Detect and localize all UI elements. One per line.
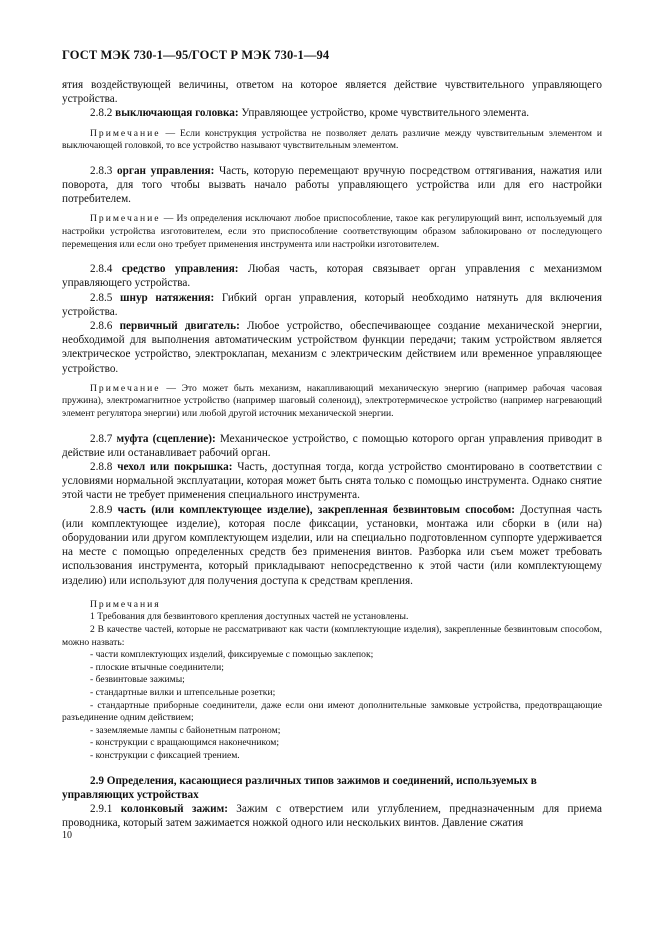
page-header: ГОСТ МЭК 730-1—95/ГОСТ Р МЭК 730-1—94 xyxy=(62,48,330,62)
definition-2-8-2: 2.8.2 выключающая головка: Управляющее устройство, кроме чувствительного элемента. xyxy=(90,107,530,120)
definition-2-8-3: 2.8.3 орган управления: Часть, которую перемещают вручную посредством оттягивания, нажатия или поворота, для того чтобы вызвать начало работы управляющего устройства или для его настройки потребителем. xyxy=(62,164,602,206)
note-list-item: - безвинтовые зажимы; xyxy=(90,674,185,686)
note-list-item: - плоские втычные соединители; xyxy=(90,661,224,673)
note-list-item: - части комплектующих изделий, фиксируемые с помощью заклепок; xyxy=(90,649,374,661)
term: часть (или комплектующее изделие), закрепленная безвинтовым способом: xyxy=(117,503,515,516)
term: колонковый зажим: xyxy=(120,802,228,815)
definition-2-8-7: 2.8.7 муфта (сцепление): Механическое устройство, с помощью которого орган управления приводит в действие или останавливает рабочий орган. xyxy=(62,432,602,459)
definition-2-8-9: 2.8.9 часть (или комплектующее изделие), закрепленная безвинтовым способом: Доступная часть (или комплектующее изделие), которая после фиксации, установки, монтажа или сборки в (или на) оборудовании или другом комплектующем изделии, или на специально подготовленном суппорте удерживается на месте с помощью определенных средств без применения винтов. Разборка или съем может требовать использования инструмента, который прикладывают непосредственно к этой части (или комплектующему изделию) или используют для получения доступа к средствам крепления. xyxy=(62,503,602,587)
note-1: 1 Требования для безвинтового крепления доступных частей не установлены. xyxy=(90,611,409,623)
term: шнур натяжения: xyxy=(120,291,215,304)
definition-2-8-4: 2.8.4 средство управления: Любая часть, которая связывает орган управления с механизмом управляющего устройства. xyxy=(62,263,602,290)
note-list-item: - конструкции с фиксацией трением. xyxy=(90,749,240,761)
definition-2-8-8: 2.8.8 чехол или покрышка: Часть, доступная тогда, когда устройство смонтировано в соответствии с условиями нормальной эксплуатации, которая может быть снята только с помощью инструмента. Однако снятие этой части не требует применения специального инструмента. xyxy=(62,461,603,502)
term: чехол или покрышка: xyxy=(117,461,233,473)
note-2: 2 В качестве частей, которые не рассматривают как части (комплектующие изделия), закрепленные безвинтовым способом, можно назвать: xyxy=(62,624,602,648)
note-2-8-2: Примечание — Если конструкция устройства не позволяет делать различие между чувствительным элементом и выключающей головкой, то все устройство называют чувствительным элементом. xyxy=(62,127,602,152)
document-body xyxy=(62,78,602,830)
definition-2-8-5: 2.8.5 шнур натяжения: Гибкий орган управления, который необходимо натянуть для включения устройства. xyxy=(62,291,602,318)
term: муфта (сцепление): xyxy=(116,432,216,445)
term: средство управления: xyxy=(121,263,239,276)
note-list-item: - конструкции с вращающимся наконечником; xyxy=(90,737,280,749)
page-number: 10 xyxy=(62,830,72,841)
term: выключающая головка: xyxy=(115,107,239,120)
note-2-8-3: Примечание — Из определения исключают любое приспособление, такое как регулирующий винт, используемый для настройки устройства изготовителем, если это приспособление соответствующим образом заблокировано от последующего перемещения или если оно требует применения инструмента или настройки изготовителем. xyxy=(62,213,602,250)
note-list-item: - стандартные приборные соединители, даже если они имеют дополнительные замковые устройства, предотвращающие разъединение одним действием; xyxy=(62,699,602,724)
term: орган управления: xyxy=(117,164,215,177)
term: первичный двигатель: xyxy=(119,320,240,332)
notes-label: Примечания xyxy=(90,598,161,610)
section-heading-2-9: 2.9 Определения, касающиеся различных типов зажимов и соединений, используемых в управляющих устройствах xyxy=(62,774,537,801)
note-list-item: - заземляемые лампы с байонетным патроном; xyxy=(90,724,281,736)
definition-2-9-1: 2.9.1 колонковый зажим: Зажим с отверстием или углублением, предназначенным для приема проводника, который затем зажимается ножкой одного или нескольких винтов. Давление сжатия xyxy=(62,802,603,830)
intro-paragraph: ятия воздействующей величины, ответом на которое является действие чувствительного управляющего устройства. xyxy=(62,79,602,106)
note-list-item: - стандартные вилки и штепсельные розетки; xyxy=(90,686,276,698)
definition-2-8-6: 2.8.6 первичный двигатель: Любое устройство, обеспечивающее создание механической энергии, необходимой для выполнения автоматическим устройством функции передачи; таким устройством является электрическое устройство, электроклапан, механизм с электрическим действием или временное управляющее устройство. xyxy=(62,320,603,375)
note-2-8-6: Примечание — Это может быть механизм, накапливающий механическую энергию (например рабочая часовая пружина), электромагнитное устройство (например шаговый соленоид), электротермическое устройство (например нагревающий элемент регулятора энергии) или любой другой источник механической энергии. xyxy=(62,382,602,419)
